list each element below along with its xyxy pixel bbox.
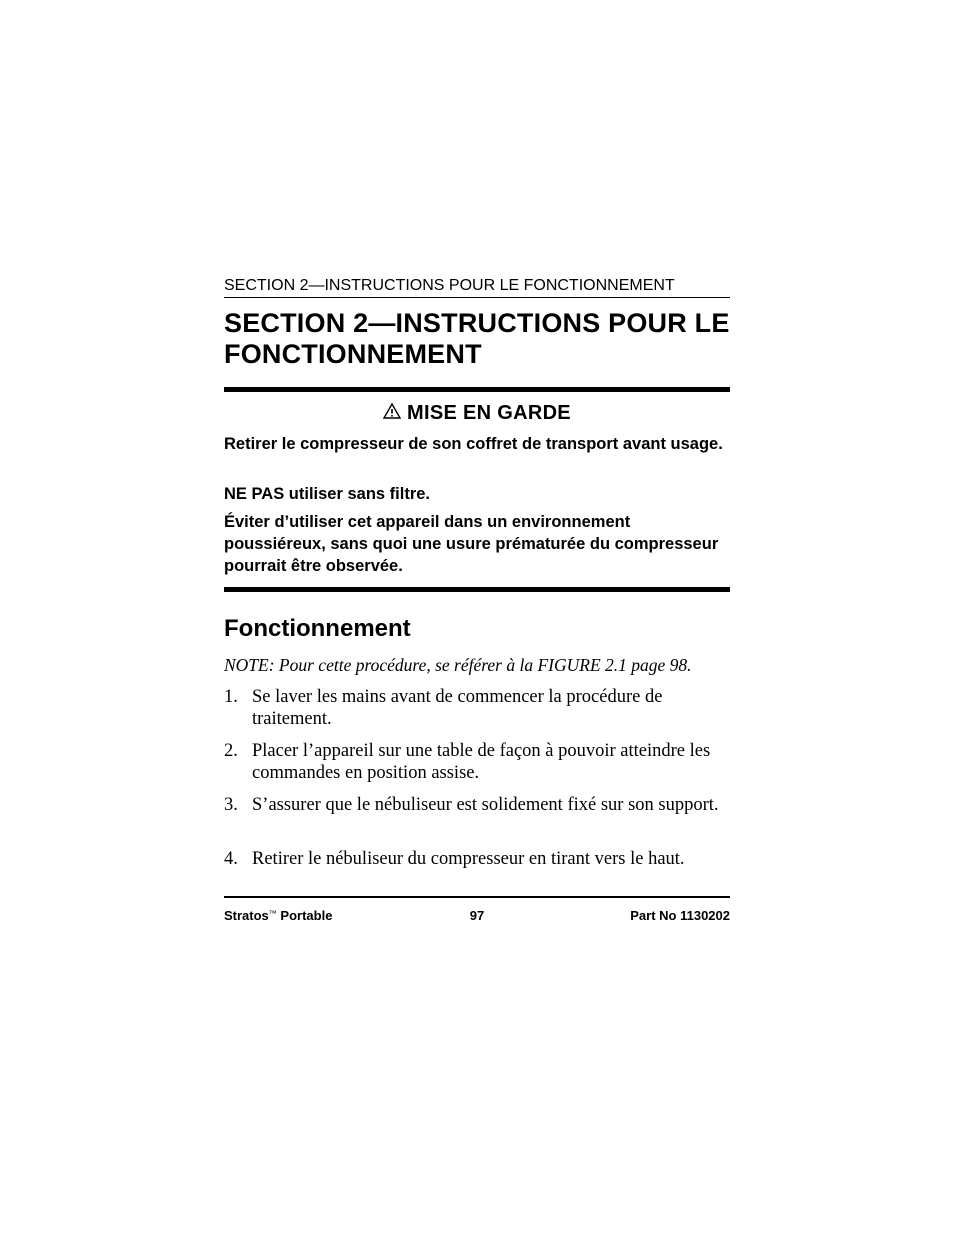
note: NOTE: Pour cette procédure, se référer à la FIGURE 2.1 page 98. <box>224 655 692 675</box>
warning-paragraph-2 <box>224 483 730 505</box>
trademark-symbol: ™ <box>268 909 277 918</box>
list-item <box>224 740 730 784</box>
warning-title-text: MISE EN GARDE <box>407 402 571 424</box>
warning-emphasis: NE PAS <box>224 485 285 503</box>
list-item-number: 4. <box>224 849 238 869</box>
page-number: 97 <box>469 908 485 923</box>
list-item-number: 2. <box>224 741 238 761</box>
list-item-text: Retirer le nébuliseur du compresseur en tirant vers le haut. <box>252 849 685 869</box>
section-title: SECTION 2—INSTRUCTIONS POUR LE FONCTIONNEMENT <box>224 308 730 369</box>
list-item-text: S’assurer que le nébuliseur est solidement fixé sur son support. <box>252 795 719 815</box>
warning-paragraph-2-rest: utiliser sans filtre. <box>284 485 431 503</box>
running-header: SECTION 2—INSTRUCTIONS POUR LE FONCTIONNEMENT <box>224 276 730 298</box>
warning-box <box>224 387 730 592</box>
warning-paragraph-1: Retirer le compresseur de son coffret de transport avant usage. <box>224 435 723 453</box>
warning-triangle-icon <box>383 401 401 425</box>
list-item <box>224 686 730 730</box>
list-item-number: 3. <box>224 795 238 815</box>
list-item-number: 1. <box>224 687 238 707</box>
page-footer <box>224 896 730 928</box>
warning-title <box>224 401 730 426</box>
list-item <box>224 794 730 816</box>
warning-paragraph-3: Éviter d’utiliser cet appareil dans un environnement poussiéreux, sans quoi une usure prématurée du compresseur pourrait être observée. <box>224 513 719 575</box>
list-item <box>224 848 730 870</box>
part-number: Part No 1130202 <box>630 908 730 923</box>
footer-product-suffix: Portable <box>276 908 333 923</box>
list-item-text: Placer l’appareil sur une table de façon à pouvoir atteindre les commandes en position assise. <box>252 741 711 783</box>
list-item-text: Se laver les mains avant de commencer la procédure de traitement. <box>252 687 663 729</box>
subsection-title: Fonctionnement <box>224 615 411 642</box>
footer-product-name: Stratos <box>224 908 269 923</box>
